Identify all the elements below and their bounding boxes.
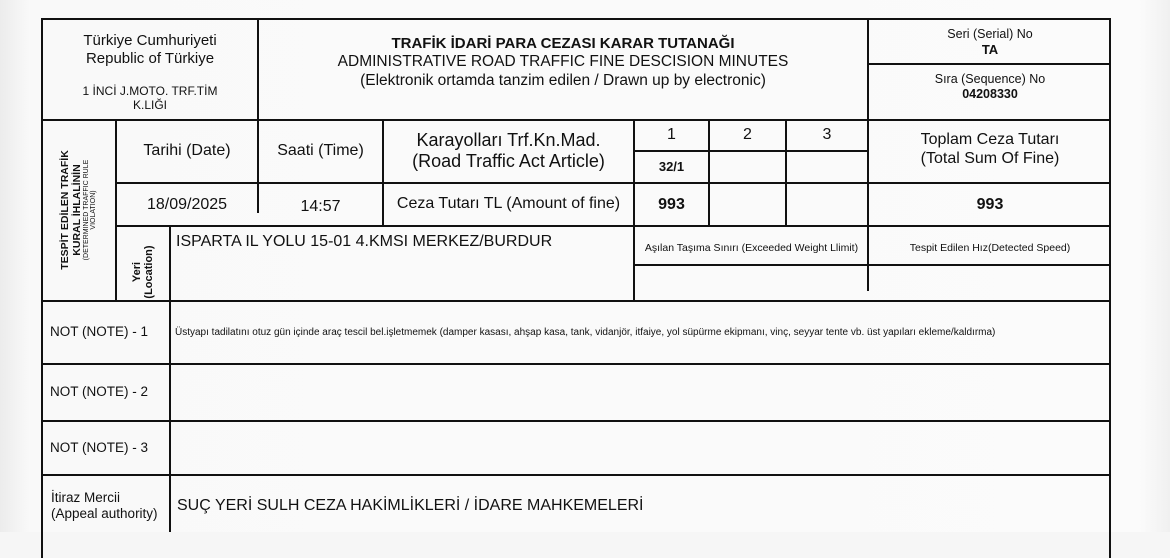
note-3-text xyxy=(175,422,1109,474)
violation-side-label xyxy=(56,120,100,300)
location-label-en: (Location) xyxy=(143,245,155,299)
sequence-value: 04208330 xyxy=(962,87,1018,102)
title-note: (Elektronik ortamda tanzim edilen / Drawn up by electronic) xyxy=(360,71,766,89)
rule-note3-bottom xyxy=(41,474,1111,476)
rule-serial-split xyxy=(868,63,1111,65)
article-2 xyxy=(710,152,785,182)
title-en: ADMINISTRATIVE ROAD TRAFFIC FINE DESCISION MINUTES xyxy=(337,52,789,70)
time-label: Saati (Time) xyxy=(277,142,364,160)
total-label-tr: Toplam Ceza Tutarı xyxy=(920,131,1060,149)
appeal-label-en: (Appeal authority) xyxy=(51,506,158,521)
total-label-en: (Total Sum Of Fine) xyxy=(920,150,1060,167)
serial-label: Seri (Serial) No xyxy=(947,26,1033,41)
col-number-3: 3 xyxy=(822,126,832,144)
unit-line-1: 1 İNCİ J.MOTO. TRF.TİM xyxy=(82,83,218,98)
appeal-label-tr: İtiraz Mercii xyxy=(51,489,121,505)
title-tr: TRAFİK İDARİ PARA CEZASI KARAR TUTANAĞI xyxy=(391,35,735,53)
article-label-en: (Road Traffic Act Article) xyxy=(412,151,605,171)
side-label-line-2: KURAL İHLALİNİN xyxy=(71,164,83,256)
rule-location-label xyxy=(169,226,171,302)
col-number-2: 2 xyxy=(743,126,752,144)
location-value: ISPARTA IL YOLU 15-01 4.KMSI MERKEZ/BURDUR xyxy=(176,233,553,251)
article-3 xyxy=(787,152,867,182)
fine-2 xyxy=(710,184,785,227)
unit-line-2: K.LIĞI xyxy=(132,98,167,112)
total-label xyxy=(869,128,1111,172)
note-1-text: Üstyapı tadilatını otuz gün içinde araç tescil bel.işletmemek (damper kasası, ahşap kasa, tank, vidanjör, itfaiye, yol süpürme ekipmanı, vinç, seyyar tente vb. üst yapıları ekleme/kaldırma) xyxy=(175,326,996,338)
weight-label: Aşılan Taşıma Sınırı (Exceeded Weight Llimit) xyxy=(644,241,859,254)
location-label-tr: Yeri xyxy=(131,261,143,283)
rule-notes-label xyxy=(169,300,171,532)
fine-label: Ceza Tutarı TL (Amount of fine) xyxy=(396,194,621,212)
institution-name xyxy=(43,31,257,69)
institution-line-tr: Türkiye Cumhuriyeti xyxy=(83,32,217,50)
appeal-label xyxy=(51,488,169,524)
speed-value xyxy=(869,266,1111,300)
institution-line-en: Republic of Türkiye xyxy=(85,50,215,67)
date-value: 18/09/2025 xyxy=(146,196,228,214)
serial-value: TA xyxy=(981,41,999,57)
date-label: Tarihi (Date) xyxy=(143,142,231,160)
note-2-label: NOT (NOTE) - 2 xyxy=(50,384,149,400)
side-label-line-4: VIOLATION) xyxy=(90,190,97,230)
note-2-text xyxy=(175,365,1109,420)
fine-1: 993 xyxy=(658,196,685,214)
location-label xyxy=(118,235,168,309)
weight-value xyxy=(636,266,867,300)
side-label-line-3: (DETERMINED TRAFFIC RULE xyxy=(83,159,90,261)
article-1: 32/1 xyxy=(658,159,685,175)
side-label-line-1: TESPİT EDİLEN TRAFİK xyxy=(59,150,71,270)
issuing-unit xyxy=(43,82,257,114)
note-1-label: NOT (NOTE) - 1 xyxy=(50,324,149,340)
note-3-label: NOT (NOTE) - 3 xyxy=(50,439,149,455)
article-label-tr: Karayolları Trf.Kn.Mad. xyxy=(416,129,601,150)
fine-3 xyxy=(787,184,867,227)
sequence-label: Sıra (Sequence) No xyxy=(934,71,1046,86)
col-number-1: 1 xyxy=(667,126,676,144)
speed-label: Tespit Edilen Hız(Detected Speed) xyxy=(909,241,1071,254)
time-value: 14:57 xyxy=(300,198,341,216)
appeal-value: SUÇ YERİ SULH CEZA HAKİMLİKLERİ / İDARE MAHKEMELERİ xyxy=(177,497,644,515)
total-value: 993 xyxy=(976,196,1004,214)
article-label xyxy=(384,123,633,179)
